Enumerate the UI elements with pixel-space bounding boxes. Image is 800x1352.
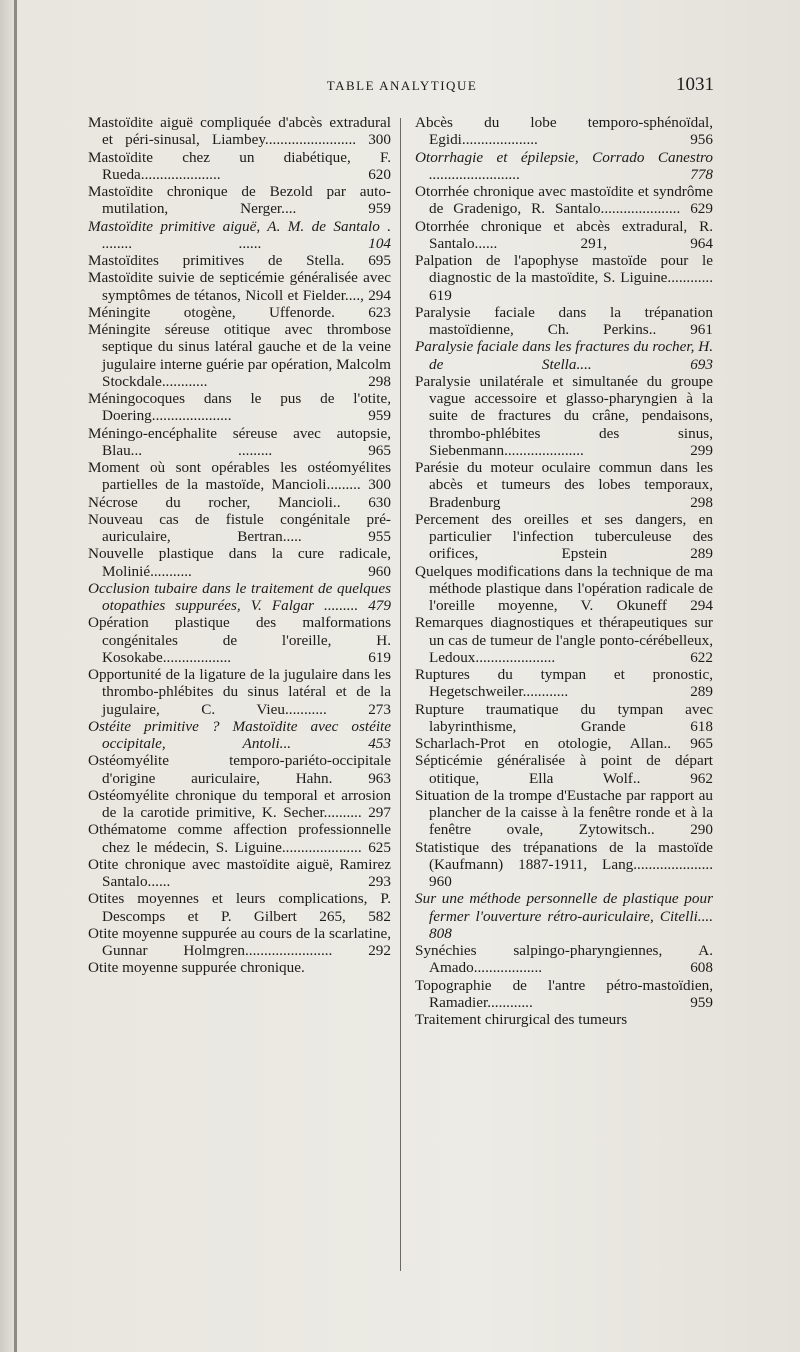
index-entry: Otites moyennes et leurs complications, P. Descomps et P. Gilbert 265, 582 xyxy=(88,890,391,925)
index-entry: Mastoïdite chez un diabétique, F. Rueda..................... 620 xyxy=(88,148,391,183)
index-entry: Otite chronique avec mastoïdite aiguë, Ramirez Santalo...... 293 xyxy=(88,855,391,890)
index-entry: Nécrose du rocher, Mancioli.. 630 xyxy=(88,493,391,511)
index-entry: Traitement chirurgical des tumeurs xyxy=(415,1011,628,1028)
index-entry: Otite moyenne suppurée chronique. xyxy=(88,959,305,977)
index-entry: Occlusion tubaire dans le traitement de quelques otopathies suppurées, V. Falgar ......... 479 xyxy=(88,579,391,614)
index-entry: Mastoïdite primitive aiguë, A. M. de Santalo . ........ ...... 104 xyxy=(88,217,391,252)
index-entry: Situation de la trompe d'Eustache par rapport au plancher de la caisse à la fenêtre ronde et à la fenêtre ovale, Zytowitsch.. 290 xyxy=(415,786,713,839)
index-entry: Opportunité de la ligature de la jugulaire dans les thrombo-phlébites du sinus latéral et de la jugulaire, C. Vieu........... 273 xyxy=(88,666,391,718)
index-entry: Remarques diagnostiques et thérapeutiques sur un cas de tumeur de l'angle ponto-cérébelleux, Ledoux..................... 622 xyxy=(415,614,713,666)
index-entry: Mastoïdite aiguë compliquée d'abcès extradural et péri-sinusal, Liambey........................ 300 xyxy=(88,114,391,149)
index-column-right xyxy=(415,114,713,1028)
index-entry: Palpation de l'apophyse mastoïde pour le diagnostic de la mastoïdite, S. Liguine............ 619 xyxy=(415,252,713,304)
index-entry: Méningocoques dans le pus de l'otite, Doering..................... 959 xyxy=(88,390,391,425)
index-entry: Percement des oreilles et ses dangers, en particulier l'infection tuberculeuse des orifices, Epstein 289 xyxy=(415,510,713,563)
index-entry: Paralysie unilatérale et simultanée du groupe vague accessoire et glasso-pharyngien à la suite de fractures du crâne, pendaisons, thrombo-phlébites des sinus, Siebenmann..................... 299 xyxy=(415,372,713,459)
index-entry: Statistique des trépanations de la mastoïde (Kaufmann) 1887-1911, Lang..................... 960 xyxy=(415,838,713,890)
index-entry: Méningite otogène, Uffenorde. 623 xyxy=(88,303,391,321)
page-binding-edge xyxy=(14,0,17,1352)
page-number: 1031 xyxy=(676,74,714,95)
index-entry: Méningo-encéphalite séreuse avec autopsie, Blau... ......... 965 xyxy=(88,424,391,459)
index-entry: Paralysie faciale dans la trépanation mastoïdienne, Ch. Perkins.. 961 xyxy=(415,303,713,338)
index-entry: Nouveau cas de fistule congénitale pré-auriculaire, Bertran..... 955 xyxy=(88,510,391,545)
index-entry: Nouvelle plastique dans la cure radicale, Molinié........... 960 xyxy=(88,545,391,580)
index-entry: Synéchies salpingo-pharyngiennes, A. Amado.................. 608 xyxy=(415,942,713,977)
index-entry: Moment où sont opérables les ostéomyélites partielles de la mastoïde, Mancioli......... 300 xyxy=(88,459,391,494)
index-entry: Ruptures du tympan et pronostic, Hegetschweiler............ 289 xyxy=(415,666,713,701)
index-entry: Sépticémie généralisée à point de départ otitique, Ella Wolf.. 962 xyxy=(415,752,713,787)
index-entry: Otorrhagie et épilepsie, Corrado Canestro ........................ 778 xyxy=(415,148,713,183)
index-entry: Topographie de l'antre pétro-mastoïdien, Ramadier............ 959 xyxy=(415,976,713,1011)
index-entry: Otorrhée chronique et abcès extradural, R. Santalo...... 291, 964 xyxy=(415,217,713,252)
index-entry: Sur une méthode personnelle de plastique pour fermer l'ouverture rétro-auriculaire, Citelli.... 808 xyxy=(415,890,713,942)
index-entry: Opération plastique des malformations congénitales de l'oreille, H. Kosokabe.................. 619 xyxy=(88,614,391,666)
index-entry: Abcès du lobe temporo-sphénoïdal, Egidi.................... 956 xyxy=(415,114,713,149)
index-entry: Mastoïdites primitives de Stella. 695 xyxy=(88,252,391,269)
index-entry: Ostéomyélite chronique du temporal et arrosion de la carotide primitive, K. Secher.......... 297 xyxy=(88,786,391,821)
index-entry: Parésie du moteur oculaire commun dans les abcès et tumeurs des lobes temporaux, Bradenburg 298 xyxy=(415,459,713,511)
index-entry: Ostéomyélite temporo-pariéto-occipitale d'origine auriculaire, Hahn. 963 xyxy=(88,752,391,787)
index-entry: Quelques modifications dans la technique de ma méthode plastique dans l'opération radicale de l'oreille moyenne, V. Okuneff 294 xyxy=(415,562,713,614)
index-entry: Ostéite primitive ? Mastoïdite avec ostéite occipitale, Antoli... 453 xyxy=(88,717,391,752)
index-entry: Paralysie faciale dans les fractures du rocher, H. de Stella.... 693 xyxy=(415,338,713,373)
column-divider xyxy=(400,118,401,1271)
index-column-left xyxy=(88,114,391,977)
index-entry: Scharlach-Prot en otologie, Allan.. 965 xyxy=(415,735,713,752)
index-entry: Otite moyenne suppurée au cours de la scarlatine, Gunnar Holmgren....................... 292 xyxy=(88,924,391,959)
index-entry: Rupture traumatique du tympan avec labyrinthisme, Grande 618 xyxy=(415,700,713,735)
running-title: TABLE ANALYTIQUE xyxy=(326,78,478,93)
index-entry: Mastoïdite chronique de Bezold par auto-mutilation, Nerger.... 959 xyxy=(88,183,391,218)
index-entry: Othématome comme affection professionnelle chez le médecin, S. Liguine..................... 625 xyxy=(88,821,391,856)
page-header xyxy=(90,74,714,100)
index-entry: Méningite séreuse otitique avec thrombose septique du sinus latéral gauche et de la veine jugulaire interne guérie par opération, Malcolm Stockdale............ 298 xyxy=(88,321,391,390)
index-entry: Mastoïdite suivie de septicémie généralisée avec symptômes de tétanos, Nicoll et Fielder...., 294 xyxy=(88,269,391,304)
index-entry: Otorrhée chronique avec mastoïdite et syndrôme de Gradenigo, R. Santalo..................... 629 xyxy=(415,183,713,218)
